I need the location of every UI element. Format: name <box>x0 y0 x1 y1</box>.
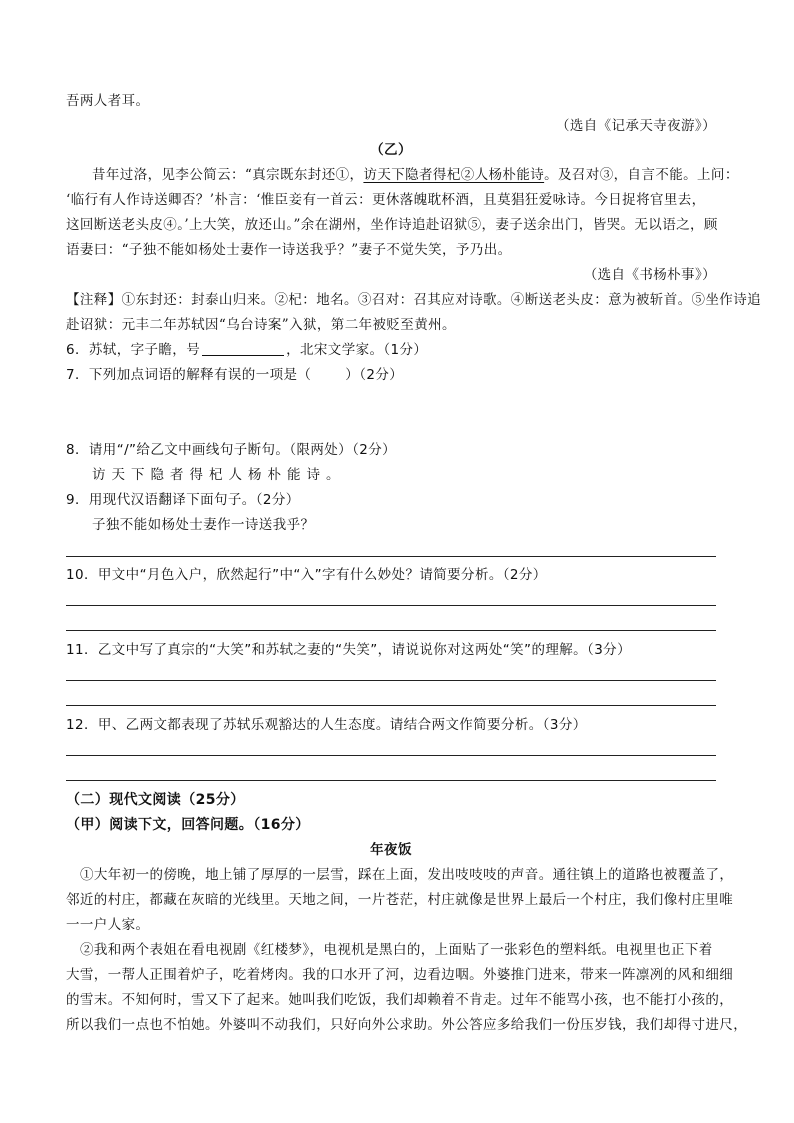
answer-line[interactable] <box>66 755 716 756</box>
section-heading: （二）现代文阅读（25分） <box>66 792 245 808</box>
article-line: 所以我们一点也不怕她。外婆叫不动我们，只好向外公求助。外公答应多给我们一份压岁钱，我们却得寸进尺， <box>66 1017 748 1033</box>
yi-para-line-4: 语妻曰：“子独不能如杨处士妻作一诗送我乎？”妻子不觉失笑，予乃出。 <box>66 242 512 258</box>
jia-tail-line: 吾两人者耳。 <box>66 93 150 109</box>
question-10: 10．甲文中“月色入户，欣然起行”中“入”字有什么妙处？请简要分析。（2分） <box>66 567 547 583</box>
article-line: 一一户人家。 <box>66 917 150 933</box>
question-8-sentence: 访天下隐者得杞人杨朴能诗。 <box>92 467 346 483</box>
yi-para-line-2: ‘临行有人作诗送卿否？’朴言：‘惟臣妾有一首云：更休落魄耽杯酒，且莫猖狂爱咏诗。今日捉将官里去， <box>66 192 706 208</box>
underlined-sentence: 访天下隐者得杞②人杨朴能诗 <box>363 167 545 183</box>
question-6 <box>66 341 716 359</box>
question-8: 8．请用“/”给乙文中画线句子断句。（限两处）（2分） <box>66 442 397 458</box>
answer-blank[interactable] <box>202 341 284 356</box>
part-heading: （甲）阅读下文，回答问题。（16分） <box>66 817 310 833</box>
answer-line[interactable] <box>66 605 716 606</box>
yi-text: ， <box>349 167 364 183</box>
yi-text: 。及召对③，自言不能。上问： <box>544 167 739 183</box>
answer-line[interactable] <box>66 705 716 706</box>
yi-source: （选自《书杨朴事》） <box>583 267 716 283</box>
article-line: 大雪，一帮人正围着炉子，吃着烤肉。我的口水开了河，边看边咽。外婆推门进来，带来一阵凛冽的风和细细 <box>66 967 734 983</box>
article-line: ②我和两个表姐在看电视剧《红楼梦》，电视机是黑白的，上面贴了一张彩色的塑料纸。电视里也正下着 <box>80 942 713 958</box>
answer-line[interactable] <box>66 680 716 681</box>
article-line: 的雪末。不知何时，雪又下了起来。她叫我们吃饭，我们却赖着不肯走。过年不能骂小孩，也不能打小孩的， <box>66 992 734 1008</box>
answer-line[interactable] <box>66 556 716 557</box>
question-9: 9．用现代汉语翻译下面句子。（2分） <box>66 492 300 508</box>
question-12: 12．甲、乙两文都表现了苏轼乐观豁达的人生态度。请结合两文作简要分析。（3分） <box>66 717 587 733</box>
answer-line[interactable] <box>66 780 716 781</box>
jia-source: （选自《记承天寺夜游》） <box>555 118 716 134</box>
question-7-text: ）（2分） <box>345 367 404 383</box>
yi-text: 昔年过洛，见李公简云：“真宗既东封还 <box>92 167 336 183</box>
question-11: 11．乙文中写了真宗的“大笑”和苏轼之妻的“失笑”，请说说你对这两处“笑”的理解。（3分） <box>66 642 631 658</box>
question-6-text: 6．苏轼，字子瞻，号 <box>66 342 201 358</box>
question-7-text: 7．下列加点词语的解释有误的一项是（ <box>66 367 312 383</box>
yi-para-line-1 <box>66 166 739 184</box>
yi-heading: （乙） <box>370 142 412 158</box>
annotation-line-2: 赴诏狱：元丰二年苏轼因“乌台诗案”入狱，第二年被贬至黄州。 <box>66 317 456 333</box>
yi-para-line-3: 这回断送老头皮④。’上大笑，放还山。”余在湖州，坐作诗追赴诏狱⑤，妻子送余出门，皆哭。无以语之，顾 <box>66 217 718 233</box>
article-line: 邻近的村庄，都藏在灰暗的光线里。天地之间，一片苍茫，村庄就像是世界上最后一个村庄，我们像村庄里唯 <box>66 892 734 908</box>
annotation-line-1: 【注释】①东封还：封泰山归来。②杞：地名。③召对：召其应对诗歌。④断送老头皮：意为被斩首。⑤坐作诗追 <box>66 292 761 308</box>
article-title: 年夜饭 <box>370 842 412 858</box>
article-line: ①大年初一的傍晚，地上铺了厚厚的一层雪，踩在上面，发出吱吱吱的声音。通往镇上的道路也被覆盖了， <box>80 867 734 883</box>
question-9-sentence: 子独不能如杨处士妻作一诗送我乎？ <box>92 517 315 533</box>
note-mark: ① <box>335 167 350 183</box>
answer-line[interactable] <box>66 630 716 631</box>
question-6-text: ，北宋文学家。（1分） <box>286 342 428 358</box>
question-7 <box>66 366 716 384</box>
